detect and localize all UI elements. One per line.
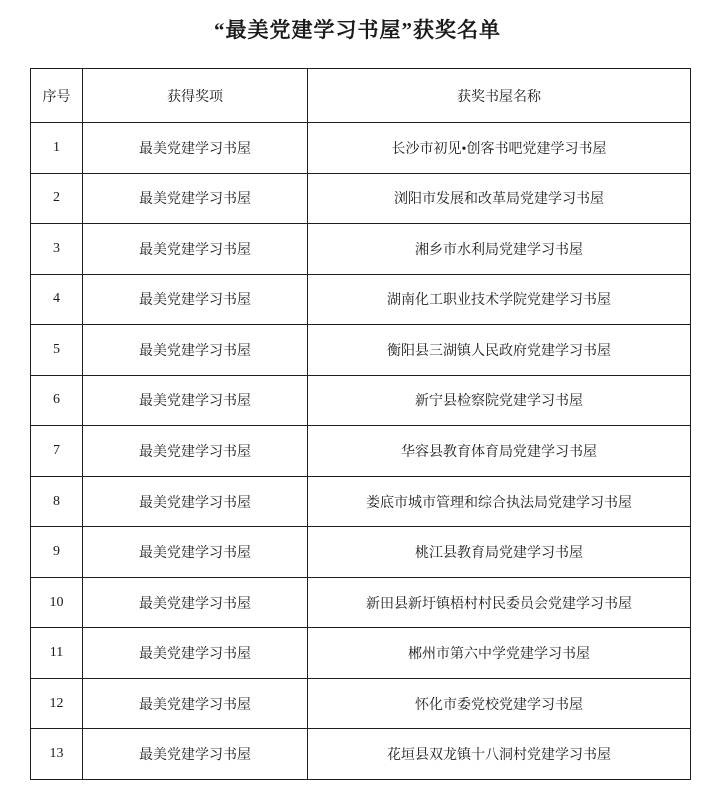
row-award: 最美党建学习书屋 — [83, 628, 308, 679]
column-header-no: 序号 — [31, 69, 83, 123]
table-row — [31, 577, 691, 628]
row-name: 衡阳县三湖镇人民政府党建学习书屋 — [308, 325, 691, 376]
row-index: 7 — [31, 426, 83, 477]
row-award: 最美党建学习书屋 — [83, 224, 308, 275]
row-index: 2 — [31, 173, 83, 224]
row-award: 最美党建学习书屋 — [83, 375, 308, 426]
table-row — [31, 123, 691, 174]
row-index: 10 — [31, 577, 83, 628]
row-award: 最美党建学习书屋 — [83, 678, 308, 729]
row-award: 最美党建学习书屋 — [83, 325, 308, 376]
row-name: 新宁县检察院党建学习书屋 — [308, 375, 691, 426]
awards-table — [30, 68, 691, 780]
column-header-award: 获得奖项 — [83, 69, 308, 123]
table-row — [31, 729, 691, 780]
row-index: 1 — [31, 123, 83, 174]
row-award: 最美党建学习书屋 — [83, 729, 308, 780]
row-name: 华容县教育体育局党建学习书屋 — [308, 426, 691, 477]
row-name: 郴州市第六中学党建学习书屋 — [308, 628, 691, 679]
table-row — [31, 678, 691, 729]
table-row — [31, 173, 691, 224]
table-row — [31, 224, 691, 275]
row-name: 娄底市城市管理和综合执法局党建学习书屋 — [308, 476, 691, 527]
row-name: 新田县新圩镇梧村村民委员会党建学习书屋 — [308, 577, 691, 628]
table-header-row — [31, 69, 691, 123]
row-award: 最美党建学习书屋 — [83, 426, 308, 477]
row-award: 最美党建学习书屋 — [83, 476, 308, 527]
row-index: 8 — [31, 476, 83, 527]
row-index: 11 — [31, 628, 83, 679]
table-row — [31, 628, 691, 679]
table-row — [31, 325, 691, 376]
row-name: 花垣县双龙镇十八洞村党建学习书屋 — [308, 729, 691, 780]
row-index: 6 — [31, 375, 83, 426]
row-award: 最美党建学习书屋 — [83, 274, 308, 325]
row-name: 怀化市委党校党建学习书屋 — [308, 678, 691, 729]
row-name: 湘乡市水利局党建学习书屋 — [308, 224, 691, 275]
row-name: 浏阳市发展和改革局党建学习书屋 — [308, 173, 691, 224]
row-index: 12 — [31, 678, 83, 729]
row-index: 13 — [31, 729, 83, 780]
row-name: 湖南化工职业技术学院党建学习书屋 — [308, 274, 691, 325]
table-row — [31, 476, 691, 527]
row-index: 3 — [31, 224, 83, 275]
row-index: 9 — [31, 527, 83, 578]
row-name: 桃江县教育局党建学习书屋 — [308, 527, 691, 578]
row-index: 4 — [31, 274, 83, 325]
row-award: 最美党建学习书屋 — [83, 123, 308, 174]
page-title: “最美党建学习书屋”获奖名单 — [214, 18, 501, 42]
table-row — [31, 527, 691, 578]
row-award: 最美党建学习书屋 — [83, 527, 308, 578]
row-name: 长沙市初见•创客书吧党建学习书屋 — [308, 123, 691, 174]
row-award: 最美党建学习书屋 — [83, 173, 308, 224]
row-index: 5 — [31, 325, 83, 376]
table-row — [31, 274, 691, 325]
row-award: 最美党建学习书屋 — [83, 577, 308, 628]
table-row — [31, 426, 691, 477]
column-header-name: 获奖书屋名称 — [308, 69, 691, 123]
table-row — [31, 375, 691, 426]
